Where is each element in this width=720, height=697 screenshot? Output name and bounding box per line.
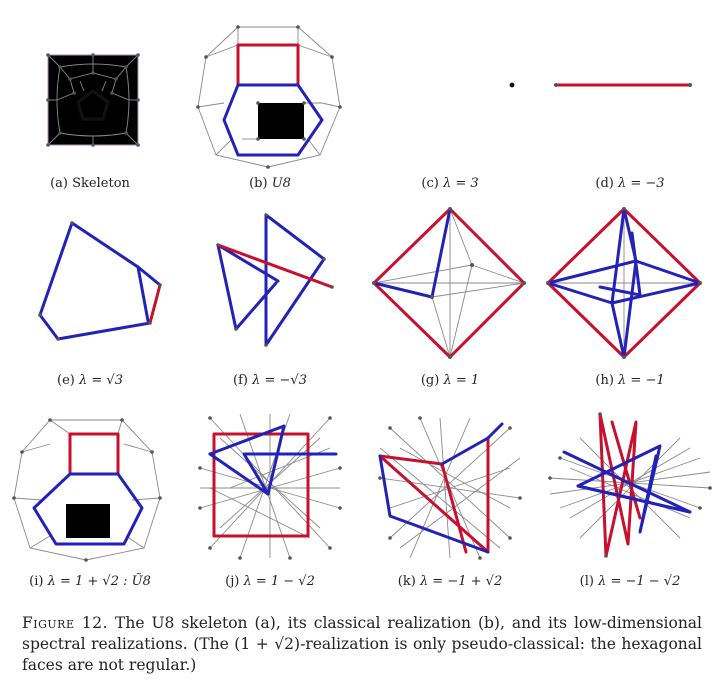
caption-b: (b) U8 (249, 176, 291, 191)
panel-i (0, 408, 180, 568)
panel-j (180, 408, 360, 568)
caption-d: (d) λ = −3 (595, 176, 665, 191)
panel-h (540, 205, 720, 365)
caption-h: (h) λ = −1 (595, 373, 665, 388)
caption-i: (i) λ = 1 + √2 : Ũ8 (29, 574, 151, 589)
caption-e: (e) λ = √3 (57, 373, 123, 388)
panel-d-lambda-minus-3 (540, 15, 720, 175)
panel-c-point (500, 15, 530, 175)
figure-label: Figure 12. (22, 614, 109, 632)
panel-k (360, 408, 540, 568)
caption-a: (a) Skeleton (50, 176, 130, 191)
panel-l (540, 408, 720, 568)
caption-k: (k) λ = −1 + √2 (397, 574, 503, 589)
panel-b-u8 (180, 15, 360, 175)
caption-l: (l) λ = −1 − √2 (579, 574, 681, 589)
panel-a-skeleton (0, 15, 180, 175)
caption-j: (j) λ = 1 − √2 (225, 574, 315, 589)
panel-e (0, 205, 180, 365)
panel-f (180, 205, 360, 365)
figure-caption-text: The U8 skeleton (a), its classical realization (b), and its low-dimensional spectral realizations. (The (1 + √2)-realization is only pseudo-classical: the hexagonal faces are not regular.) (22, 614, 702, 674)
panel-g (360, 205, 540, 365)
caption-c: (c) λ = 3 (421, 176, 479, 191)
caption-g: (g) λ = 1 (420, 373, 480, 388)
figure-caption (22, 613, 702, 676)
caption-f: (f) λ = −√3 (233, 373, 307, 388)
